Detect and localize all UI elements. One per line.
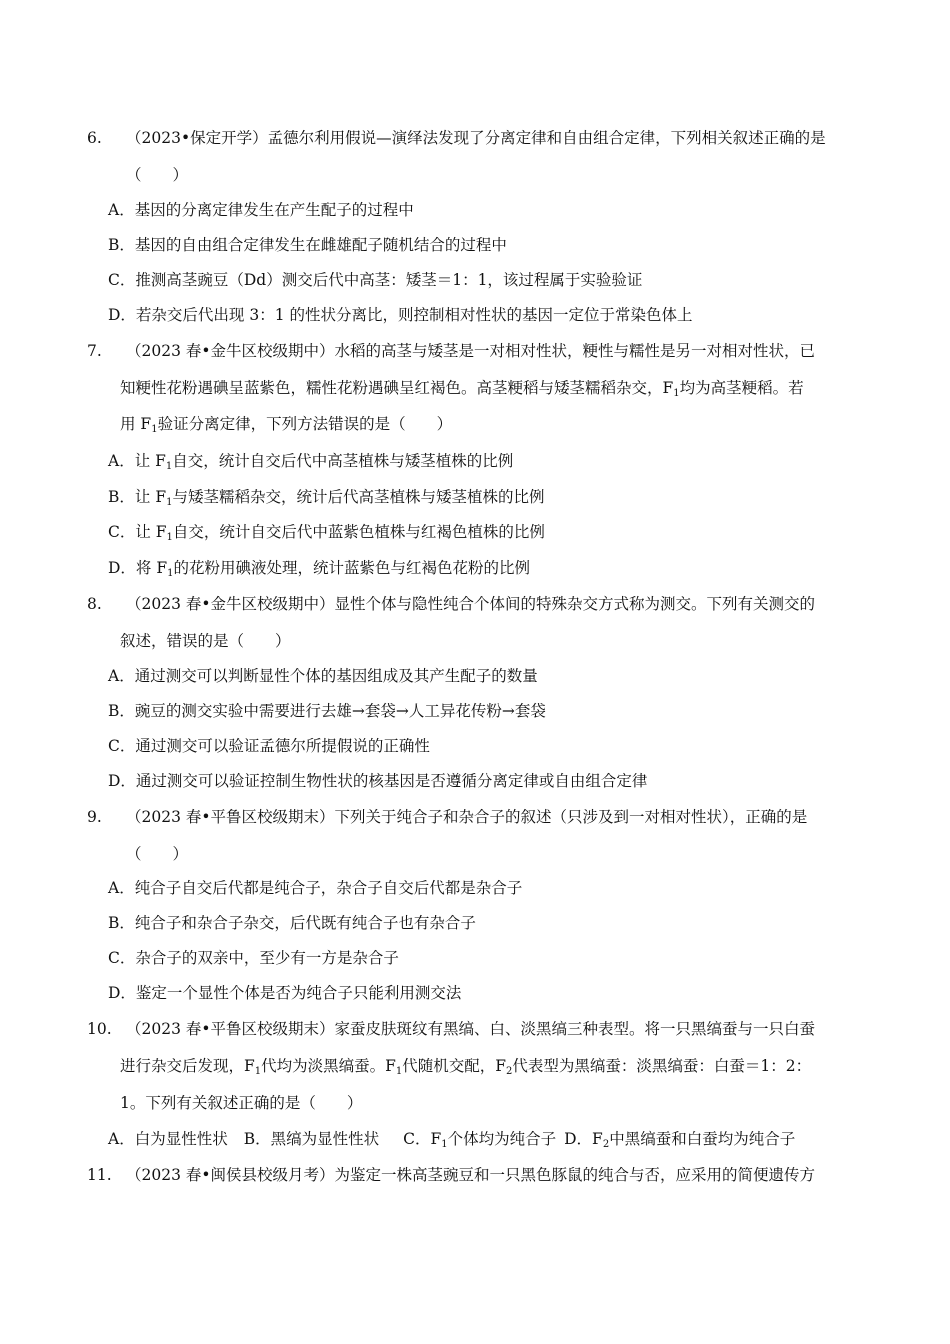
question-10-option-a: A．白为显性性状	[108, 1130, 228, 1148]
question-8-number: 8.	[87, 595, 102, 613]
question-6-number: 6.	[87, 129, 102, 147]
question-8-stem-line-2: 叙述，错误的是（ ）	[120, 632, 291, 650]
question-6-stem-line-1: （2023•保定开学）孟德尔利用假说—演绎法发现了分离定律和自由组合定律，下列相关叙述正确的是	[126, 129, 826, 147]
question-8-option-a: A．通过测交可以判断显性个体的基因组成及其产生配子的数量	[108, 667, 538, 685]
question-9-option-d: D．鉴定一个显性个体是否为纯合子只能利用测交法	[108, 984, 462, 1002]
question-10-number: 10.	[87, 1020, 112, 1038]
question-7-option-d: D．将 $F_1$的花粉用碘液处理，统计蓝紫色与红褐色花粉的比例	[108, 559, 530, 579]
question-7-option-b: B．让 $F_1$与矮茎糯稻杂交，统计后代高茎植株与矮茎植株的比例	[108, 488, 545, 508]
question-6-option-a: A．基因的分离定律发生在产生配子的过程中	[108, 201, 414, 219]
question-9-stem-line-2: （ ）	[126, 845, 189, 863]
question-8-stem-line-1: （2023 春•金牛区校级期中）显性个体与隐性纯合个体间的特殊杂交方式称为测交。下列有关测交的	[126, 595, 816, 613]
question-6-option-b: B．基因的自由组合定律发生在雌雄配子随机结合的过程中	[108, 236, 507, 254]
question-8-option-d: D．通过测交可以验证控制生物性状的核基因是否遵循分离定律或自由组合定律	[108, 772, 648, 790]
question-10-stem-line-3: 1。下列有关叙述正确的是（ ）	[120, 1094, 363, 1112]
question-7-number: 7.	[87, 342, 102, 360]
question-9-number: 9.	[87, 808, 102, 826]
question-9-option-a: A．纯合子自交后代都是纯合子，杂合子自交后代都是杂合子	[108, 879, 523, 897]
question-6-option-d: D．若杂交后代出现 3：1 的性状分离比，则控制相对性状的基因一定位于常染色体上	[108, 306, 693, 324]
question-7-option-a: A．让 $F_1$自交，统计自交后代中高茎植株与矮茎植株的比例	[108, 452, 514, 472]
question-9-stem-line-1: （2023 春•平鲁区校级期末）下列关于纯合子和杂合子的叙述（只涉及到一对相对性状），正确的是	[126, 808, 808, 826]
question-10-option-c: C．$F_1$个体均为纯合子	[403, 1130, 557, 1150]
question-10-option-b: B．黑缟为显性性状	[243, 1130, 380, 1148]
question-7-stem-line-3: 用 $F_1$验证分离定律，下列方法错误的是（ ）	[120, 415, 453, 435]
question-8-option-c: C．通过测交可以验证孟德尔所提假说的正确性	[108, 737, 430, 755]
question-7-stem-line-2: 知粳性花粉遇碘呈蓝紫色，糯性花粉遇碘呈红褐色。高茎粳稻与矮茎糯稻杂交，$F_1$均为高茎粳稻。若	[120, 379, 804, 399]
question-10-option-d: D．$F_2$中黑缟蚕和白蚕均为纯合子	[564, 1130, 796, 1150]
question-7-option-c: C．让 $F_1$自交，统计自交后代中蓝紫色植株与红褐色植株的比例	[108, 523, 545, 543]
question-6-stem-line-2: （ ）	[126, 166, 189, 184]
question-8-option-b: B．豌豆的测交实验中需要进行去雄→套袋→人工异花传粉→套袋	[108, 702, 546, 720]
question-10-stem-line-2: 进行杂交后发现，$F_1$代均为淡黑缟蚕。$F_1$代随机交配，$F_2$代表型为黑缟蚕：淡黑缟蚕：白蚕＝1：2：	[120, 1057, 812, 1077]
question-9-option-c: C．杂合子的双亲中，至少有一方是杂合子	[108, 949, 399, 967]
question-11-number: 11.	[87, 1166, 112, 1184]
question-7-stem-line-1: （2023 春•金牛区校级期中）水稻的高茎与矮茎是一对相对性状，粳性与糯性是另一对相对性状，已	[126, 342, 816, 360]
question-9-option-b: B．纯合子和杂合子杂交，后代既有纯合子也有杂合子	[108, 914, 476, 932]
question-10-options-row	[108, 1129, 795, 1149]
question-10-stem-line-1: （2023 春•平鲁区校级期末）家蚕皮肤斑纹有黑缟、白、淡黑缟三种表型。将一只黑缟蚕与一只白蚕	[126, 1020, 816, 1038]
question-6-option-c: C．推测高茎豌豆（Dd）测交后代中高茎：矮茎＝1：1，该过程属于实验验证	[108, 271, 643, 289]
question-11-stem-line-1: （2023 春•闽侯县校级月考）为鉴定一株高茎豌豆和一只黑色豚鼠的纯合与否，应采用的简便遗传方	[126, 1166, 816, 1184]
